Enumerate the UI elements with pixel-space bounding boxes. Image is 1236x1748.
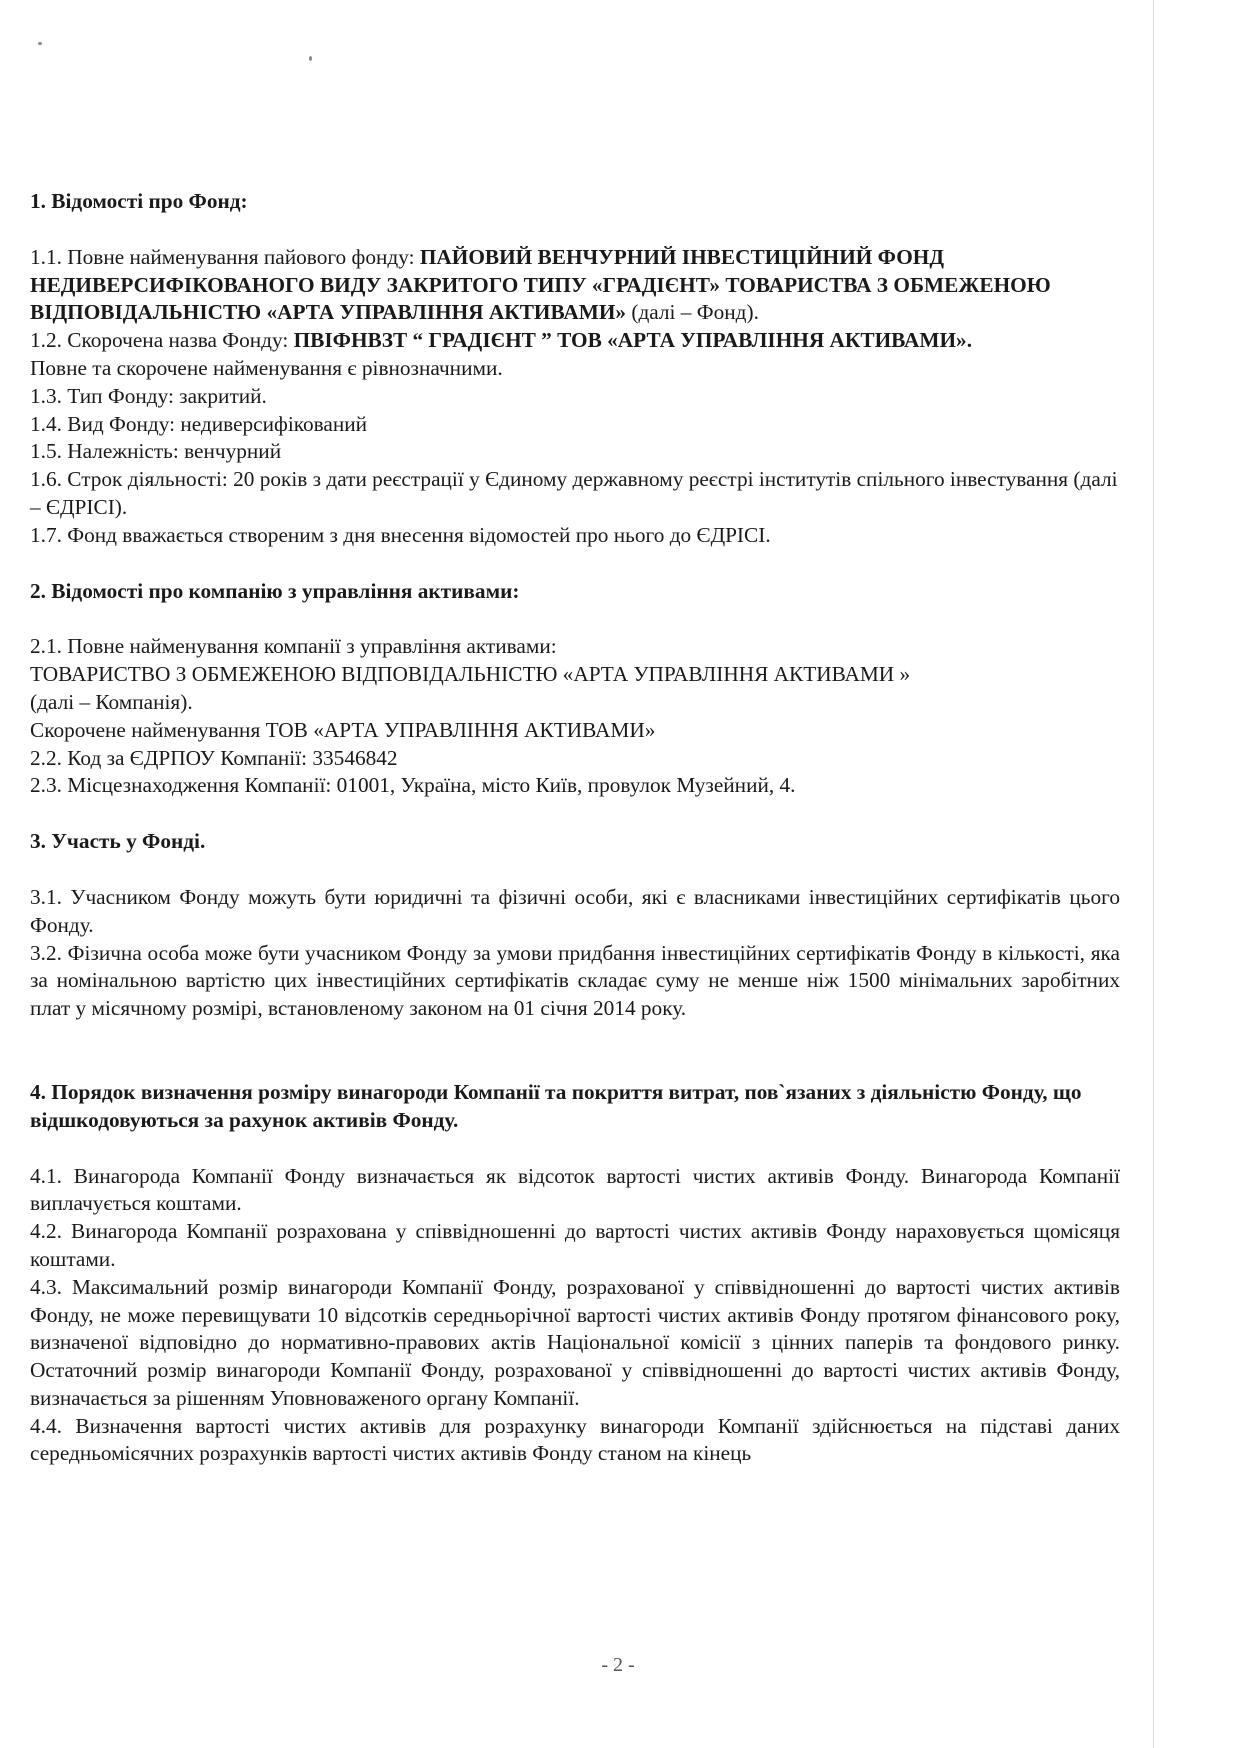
item-2-1: 2.1. Повне найменування компанії з управління активами: [30, 634, 557, 659]
item-4-3: 4.3. Максимальний розмір винагороди Компанії Фонду, розрахованої у співвідношенні до вартості чистих активів Фонду, не може перевищувати 10 відсотків середньорічної вартості чистих активів Фонду протягом фінансового року, визначеної відповідно до нормативно-правових актів Національної комісії з цінних паперів та фондового ринку. Остаточний розмір винагороди Компанії Фонду, розрахованої у співвідношенні до вартості чистих активів Фонду, визначається за рішенням Уповноваженого органу Компанії. [30, 1274, 1120, 1410]
names-equivalence: Повне та скорочене найменування є рівнозначними. [30, 355, 503, 380]
item-2-3: 2.3. Місцезнаходження Компанії: 01001, Україна, місто Київ, провулок Музейний, 4. [30, 773, 796, 798]
fund-short-name: ПВІФНВЗТ “ ГРАДІЄНТ ” ТОВ «АРТА УПРАВЛІННЯ АКТИВАМИ». [293, 328, 973, 353]
item-1-6: 1.6. Строк діяльності: 20 років з дати реєстрації у Єдиному державному реєстрі інститутів спільного інвестування (далі – ЄДРІСІ). [30, 467, 1118, 519]
item-1-5: 1.5. Належність: венчурний [30, 439, 282, 464]
section-1-heading: 1. Відомості про Фонд: [30, 189, 248, 213]
item-2-2: 2.2. Код за ЄДРПОУ Компанії: 33546842 [30, 745, 398, 770]
page-edge-line [1153, 0, 1154, 1748]
item-1-1 [30, 244, 1120, 327]
section-3-heading: 3. Участь у Фонді. [30, 829, 206, 854]
company-full-name: ТОВАРИСТВО З ОБМЕЖЕНОЮ ВІДПОВІДАЛЬНІСТЮ «АРТА УПРАВЛІННЯ АКТИВАМИ » [30, 662, 911, 687]
company-name-note: (далі – Компанія). [30, 689, 193, 714]
item-4-4: 4.4. Визначення вартості чистих активів для розрахунку винагороди Компанії здійснюється на підставі даних середньомісячних розрахунків вартості чистих активів Фонду станом на кінець [30, 1413, 1120, 1466]
scan-speck [38, 42, 42, 45]
section-2-heading: 2. Відомості про компанію з управління активами: [30, 578, 520, 603]
fund-full-name: ПАЙОВИЙ ВЕНЧУРНИЙ ІНВЕСТИЦІЙНИЙ ФОНД НЕДИВЕРСИФІКОВАНОГО ВИДУ ЗАКРИТОГО ТИПУ «ГРАДІЄНТ» ТОВАРИСТВА З ОБМЕЖЕНОЮ ВІДПОВІДАЛЬНІСТЮ «АРТА УПРАВЛІННЯ АКТИВАМИ» [30, 244, 1051, 325]
page-number: - 2 - [601, 1654, 635, 1676]
item-1-4: 1.4. Вид Фонду: недиверсифікований [30, 411, 368, 436]
document-body [30, 188, 1120, 1468]
item-1-2-label: 1.2. Скорочена назва Фонду: [30, 328, 294, 353]
item-3-1: 3.1. Учасником Фонду можуть бути юридичні та фізичні особи, які є власниками інвестиційних сертифікатів цього Фонду. [30, 884, 1120, 937]
item-4-2: 4.2. Винагорода Компанії розрахована у співвідношенні до вартості чистих активів Фонду нараховується щомісяця коштами. [30, 1219, 1120, 1271]
section-4-heading: 4. Порядок визначення розміру винагороди Компанії та покриття витрат, пов`язаних з діяльністю Фонду, що відшкодовуються за рахунок активів Фонду. [30, 1079, 1082, 1132]
item-4-1: 4.1. Винагорода Компанії Фонду визначається як відсоток вартості чистих активів Фонду. Винагорода Компанії виплачується коштами. [30, 1163, 1120, 1216]
item-1-2 [30, 327, 1120, 355]
scan-speck [309, 56, 312, 61]
item-1-1-label: 1.1. Повне найменування пайового фонду: [30, 244, 420, 269]
item-1-7: 1.7. Фонд вважається створеним з дня внесення відомостей про нього до ЄДРІСІ. [30, 522, 771, 547]
item-1-1-tail: (далі – Фонд). [626, 300, 759, 325]
item-1-3: 1.3. Тип Фонду: закритий. [30, 383, 267, 408]
item-3-2: 3.2. Фізична особа може бути учасником Фонду за умови придбання інвестиційних сертифікатів Фонду в кількості, яка за номінальною вартістю цих інвестиційних сертифікатів складає суму не менше ніж 1500 мінімальних заробітних плат у місячному розмірі, встановленому законом на 01 січня 2014 року. [30, 940, 1120, 1021]
company-short-name: Скорочене найменування ТОВ «АРТА УПРАВЛІННЯ АКТИВАМИ» [30, 717, 656, 742]
